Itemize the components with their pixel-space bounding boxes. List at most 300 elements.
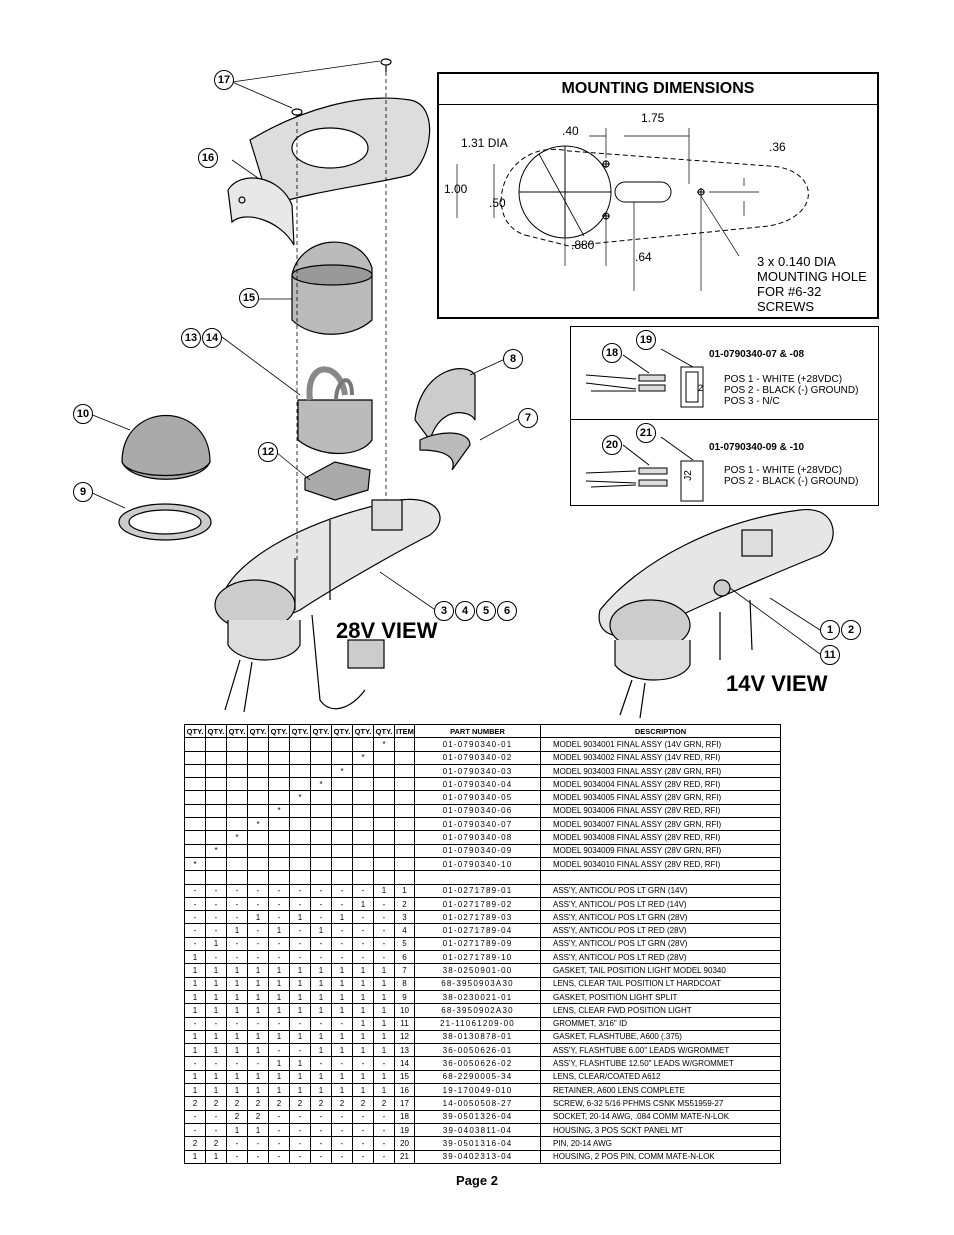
qty-cell	[332, 791, 353, 804]
part-number-cell: 01-0790340-04	[415, 778, 541, 791]
qty-cell: -	[269, 1137, 290, 1150]
qty-cell	[353, 738, 374, 751]
table-row	[185, 764, 781, 777]
socket-housing-drawing	[581, 337, 721, 417]
description-cell: MODEL 9034004 FINAL ASSY (28V RED, RFI)	[541, 778, 781, 791]
qty-cell: 1	[206, 964, 227, 977]
qty-cell	[374, 751, 395, 764]
qty-cell: -	[311, 1123, 332, 1136]
socket-pin-label: 2	[698, 383, 704, 393]
qty-cell: 1	[353, 990, 374, 1003]
qty-cell: -	[353, 1057, 374, 1070]
callout-14: 14	[202, 328, 222, 348]
qty-cell: 1	[374, 1030, 395, 1043]
part-number-cell: 01-0271789-09	[415, 937, 541, 950]
qty-cell: 1	[353, 1004, 374, 1017]
qty-cell: 1	[311, 990, 332, 1003]
description-cell: MODEL 9034007 FINAL ASSY (28V GRN, RFI)	[541, 818, 781, 831]
qty-cell: -	[290, 884, 311, 897]
qty-cell: 2	[206, 1137, 227, 1150]
item-cell: 21	[395, 1150, 415, 1163]
qty-cell: 2	[227, 1110, 248, 1123]
hole-note-line-1: 3 x 0.140 DIA	[757, 254, 836, 269]
qty-cell: 1	[206, 1084, 227, 1097]
qty-cell	[290, 778, 311, 791]
part-number-cell: 39-0501326-04	[415, 1110, 541, 1123]
qty-cell: -	[248, 1137, 269, 1150]
qty-cell: -	[185, 884, 206, 897]
qty-cell: 1	[290, 964, 311, 977]
table-row	[185, 1084, 781, 1097]
table-row	[185, 831, 781, 844]
item-cell	[395, 764, 415, 777]
qty-cell	[290, 738, 311, 751]
item-cell	[395, 738, 415, 751]
qty-cell: 2	[248, 1097, 269, 1110]
qty-cell	[332, 844, 353, 857]
qty-cell: -	[269, 951, 290, 964]
qty-cell	[185, 818, 206, 831]
table-row	[185, 1057, 781, 1070]
qty-cell	[185, 831, 206, 844]
qty-cell	[311, 764, 332, 777]
qty-cell	[227, 751, 248, 764]
description-cell: MODEL 9034002 FINAL ASSY (14V RED, RFI)	[541, 751, 781, 764]
qty-cell: -	[269, 1150, 290, 1163]
view-label-14v: 14V VIEW	[726, 671, 828, 696]
connector-section-09-10	[571, 420, 878, 506]
description-cell: ASS'Y, FLASHTUBE 12.50" LEADS W/GROMMET	[541, 1057, 781, 1070]
qty-cell: 1	[311, 1030, 332, 1043]
qty-cell: -	[290, 1150, 311, 1163]
qty-cell: -	[206, 1123, 227, 1136]
qty-cell: 1	[227, 1084, 248, 1097]
column-header: DESCRIPTION	[541, 725, 781, 738]
pin-housing-drawing	[581, 425, 721, 505]
item-cell: 15	[395, 1070, 415, 1083]
qty-cell	[269, 831, 290, 844]
item-cell: 12	[395, 1030, 415, 1043]
qty-cell	[185, 751, 206, 764]
hole-note-line-3: FOR #6-32	[757, 284, 822, 299]
qty-cell: -	[353, 1123, 374, 1136]
table-row	[185, 911, 781, 924]
callout-17: 17	[214, 70, 234, 90]
qty-cell: 1	[269, 990, 290, 1003]
column-header: QTY.	[290, 725, 311, 738]
qty-cell: 1	[248, 1030, 269, 1043]
table-row	[185, 778, 781, 791]
qty-cell: -	[206, 897, 227, 910]
qty-cell: -	[374, 1110, 395, 1123]
item-cell	[395, 844, 415, 857]
qty-cell: 1	[290, 1084, 311, 1097]
flashtube-gasket-item-12	[305, 462, 370, 500]
qty-cell: -	[374, 951, 395, 964]
qty-cell: 1	[206, 1070, 227, 1083]
view-label-28v: 28V VIEW	[336, 618, 438, 643]
qty-cell: 2	[269, 1097, 290, 1110]
qty-cell	[206, 751, 227, 764]
table-header-row	[185, 725, 781, 738]
qty-cell: -	[353, 1150, 374, 1163]
qty-cell: -	[353, 1110, 374, 1123]
qty-cell	[353, 804, 374, 817]
qty-cell: 1	[185, 1004, 206, 1017]
callout-21: 21	[636, 423, 656, 443]
part-number-cell: 38-0250901-00	[415, 964, 541, 977]
part-number-cell: 01-0271789-02	[415, 897, 541, 910]
part-number-cell: 39-0501316-04	[415, 1137, 541, 1150]
item-cell	[395, 751, 415, 764]
qty-cell	[185, 791, 206, 804]
qty-cell: 1	[311, 924, 332, 937]
item-cell: 10	[395, 1004, 415, 1017]
qty-cell	[290, 857, 311, 870]
qty-cell: -	[311, 937, 332, 950]
callout-15: 15	[239, 288, 259, 308]
part-number-cell: 01-0790340-02	[415, 751, 541, 764]
qty-cell: 1	[290, 990, 311, 1003]
qty-cell	[206, 778, 227, 791]
table-row	[185, 951, 781, 964]
description-cell: ASS'Y, ANTICOL/ POS LT GRN (28V)	[541, 937, 781, 950]
qty-cell	[185, 764, 206, 777]
qty-cell	[332, 831, 353, 844]
qty-cell	[374, 818, 395, 831]
qty-cell	[206, 738, 227, 751]
table-row	[185, 964, 781, 977]
table-row	[185, 990, 781, 1003]
description-cell	[541, 871, 781, 884]
qty-cell	[248, 871, 269, 884]
description-cell: GASKET, FLASHTUBE, A600 (.375)	[541, 1030, 781, 1043]
table-row	[185, 937, 781, 950]
description-cell: LENS, CLEAR FWD POSITION LIGHT	[541, 1004, 781, 1017]
qty-cell: -	[227, 1017, 248, 1030]
qty-cell: -	[374, 1123, 395, 1136]
part-number-cell: 14-0050508-27	[415, 1097, 541, 1110]
qty-cell: -	[332, 1150, 353, 1163]
qty-cell	[248, 831, 269, 844]
item-cell: 1	[395, 884, 415, 897]
qty-cell: 2	[353, 1097, 374, 1110]
qty-cell	[248, 844, 269, 857]
qty-cell: -	[311, 1137, 332, 1150]
qty-cell: 1	[290, 1057, 311, 1070]
item-cell	[395, 857, 415, 870]
description-cell: ASS'Y, ANTICOL/ POS LT GRN (14V)	[541, 884, 781, 897]
qty-cell	[290, 831, 311, 844]
qty-cell: 1	[227, 1123, 248, 1136]
lens-item-15	[292, 242, 372, 334]
qty-cell	[227, 857, 248, 870]
qty-cell	[290, 751, 311, 764]
qty-cell: 1	[332, 990, 353, 1003]
qty-cell: 1	[374, 1084, 395, 1097]
qty-cell: -	[332, 951, 353, 964]
connector-section-07-08	[571, 327, 878, 420]
table-row	[185, 884, 781, 897]
hole-note-line-4: SCREWS	[757, 299, 815, 314]
qty-cell: -	[185, 1123, 206, 1136]
qty-cell: -	[206, 1017, 227, 1030]
qty-cell: 1	[248, 911, 269, 924]
qty-cell: 1	[311, 1070, 332, 1083]
callout-20: 20	[602, 435, 622, 455]
qty-cell: *	[227, 831, 248, 844]
table-row	[185, 1017, 781, 1030]
qty-cell: 1	[248, 977, 269, 990]
qty-cell: -	[290, 1110, 311, 1123]
part-number-cell: 01-0790340-10	[415, 857, 541, 870]
dim-0-50: .50	[489, 196, 506, 210]
qty-cell	[332, 778, 353, 791]
qty-cell: -	[206, 911, 227, 924]
table-row	[185, 977, 781, 990]
table-row	[185, 844, 781, 857]
qty-cell: 1	[227, 1030, 248, 1043]
item-cell: 19	[395, 1123, 415, 1136]
qty-cell: -	[227, 951, 248, 964]
connector-detail-panel	[570, 326, 879, 506]
qty-cell	[248, 804, 269, 817]
dim-0-36: .36	[769, 140, 786, 154]
qty-cell: 1	[353, 1017, 374, 1030]
mounting-dimensions-panel	[437, 72, 879, 319]
qty-cell	[248, 778, 269, 791]
qty-cell	[206, 831, 227, 844]
qty-cell: -	[248, 1017, 269, 1030]
qty-cell	[353, 871, 374, 884]
qty-cell	[332, 804, 353, 817]
qty-cell: *	[353, 751, 374, 764]
qty-cell: 1	[353, 1030, 374, 1043]
table-row	[185, 871, 781, 884]
column-header: PART NUMBER	[415, 725, 541, 738]
qty-cell: *	[269, 804, 290, 817]
qty-cell: 1	[353, 1044, 374, 1057]
qty-cell: 1	[290, 977, 311, 990]
item-cell: 3	[395, 911, 415, 924]
qty-cell	[332, 818, 353, 831]
part-number-cell: 68-3950902A30	[415, 1004, 541, 1017]
qty-cell: 1	[332, 1084, 353, 1097]
qty-cell: 1	[269, 977, 290, 990]
qty-cell: 1	[290, 911, 311, 924]
qty-cell: -	[227, 911, 248, 924]
item-cell: 2	[395, 897, 415, 910]
qty-cell: *	[185, 857, 206, 870]
flashtube-item-13-14	[298, 369, 372, 453]
description-cell: RETAINER, A600 LENS COMPLETE	[541, 1084, 781, 1097]
qty-cell: *	[290, 791, 311, 804]
qty-cell: -	[227, 897, 248, 910]
qty-cell: 1	[290, 1030, 311, 1043]
qty-cell	[290, 871, 311, 884]
qty-cell	[185, 844, 206, 857]
description-cell: MODEL 9034003 FINAL ASSY (28V GRN, RFI)	[541, 764, 781, 777]
qty-cell: -	[353, 951, 374, 964]
item-cell: 7	[395, 964, 415, 977]
qty-cell: -	[311, 951, 332, 964]
column-header: QTY.	[353, 725, 374, 738]
qty-cell: -	[248, 1150, 269, 1163]
qty-cell: 1	[269, 1084, 290, 1097]
item-cell	[395, 818, 415, 831]
qty-cell: 1	[374, 1017, 395, 1030]
table-row	[185, 1030, 781, 1043]
table-row	[185, 857, 781, 870]
qty-cell	[206, 818, 227, 831]
description-cell: MODEL 9034006 FINAL ASSY (28V RED, RFI)	[541, 804, 781, 817]
qty-cell: -	[248, 884, 269, 897]
qty-cell	[374, 804, 395, 817]
qty-cell	[332, 857, 353, 870]
description-cell: ASS'Y, FLASHTUBE 6.00" LEADS W/GROMMET	[541, 1044, 781, 1057]
qty-cell	[374, 764, 395, 777]
qty-cell: 1	[206, 1004, 227, 1017]
part-number-cell: 38-0230021-01	[415, 990, 541, 1003]
qty-cell: 1	[248, 1004, 269, 1017]
qty-cell: -	[374, 1137, 395, 1150]
callout-10: 10	[73, 404, 93, 424]
qty-cell: 1	[206, 937, 227, 950]
qty-cell	[332, 871, 353, 884]
qty-cell	[185, 804, 206, 817]
qty-cell: 1	[269, 964, 290, 977]
part-number-cell: 01-0790340-08	[415, 831, 541, 844]
qty-cell: 1	[248, 1123, 269, 1136]
qty-cell: 1	[185, 1044, 206, 1057]
qty-cell	[206, 871, 227, 884]
tail-lens-item-8	[415, 369, 475, 440]
qty-cell: -	[332, 937, 353, 950]
qty-cell: 1	[332, 1004, 353, 1017]
qty-cell	[311, 871, 332, 884]
part-number-cell: 39-0402313-04	[415, 1150, 541, 1163]
qty-cell: 1	[332, 1044, 353, 1057]
qty-cell: -	[227, 1150, 248, 1163]
qty-cell	[269, 871, 290, 884]
part-number-cell: 01-0790340-09	[415, 844, 541, 857]
qty-cell: -	[185, 924, 206, 937]
qty-cell: 2	[332, 1097, 353, 1110]
qty-cell: 1	[227, 964, 248, 977]
qty-cell	[269, 764, 290, 777]
qty-cell: 2	[248, 1110, 269, 1123]
qty-cell: 1	[332, 1030, 353, 1043]
qty-cell: *	[332, 764, 353, 777]
qty-cell: 1	[206, 990, 227, 1003]
part-number-cell: 36-0050626-02	[415, 1057, 541, 1070]
dome-lens-item-10	[122, 416, 210, 480]
dim-0-64: .64	[635, 250, 652, 264]
qty-cell: -	[290, 1044, 311, 1057]
qty-cell: 2	[185, 1137, 206, 1150]
qty-cell: -	[269, 897, 290, 910]
connector-title-09-10: 01-0790340-09 & -10	[709, 442, 805, 453]
item-cell: 20	[395, 1137, 415, 1150]
qty-cell	[248, 738, 269, 751]
qty-cell: -	[185, 1057, 206, 1070]
part-number-cell: 01-0790340-07	[415, 818, 541, 831]
item-cell: 6	[395, 951, 415, 964]
part-number-cell	[415, 871, 541, 884]
description-cell: MODEL 9034008 FINAL ASSY (28V RED, RFI)	[541, 831, 781, 844]
part-number-cell: 01-0790340-06	[415, 804, 541, 817]
table-row	[185, 1137, 781, 1150]
qty-cell	[269, 751, 290, 764]
dim-1-75: 1.75	[641, 111, 665, 125]
callout-19: 19	[636, 330, 656, 350]
qty-cell: -	[332, 884, 353, 897]
qty-cell: 1	[248, 990, 269, 1003]
part-number-cell: 01-0271789-01	[415, 884, 541, 897]
qty-cell	[269, 791, 290, 804]
qty-cell: 1	[290, 1004, 311, 1017]
qty-cell: 1	[248, 1070, 269, 1083]
hole-note-line-2: MOUNTING HOLE	[757, 269, 867, 284]
qty-cell	[353, 818, 374, 831]
item-cell	[395, 804, 415, 817]
table-row	[185, 1123, 781, 1136]
description-cell: MODEL 9034001 FINAL ASSY (14V GRN, RFI)	[541, 738, 781, 751]
part-number-cell: 01-0790340-01	[415, 738, 541, 751]
qty-cell: 1	[227, 990, 248, 1003]
qty-cell	[227, 804, 248, 817]
description-cell: SOCKET, 20-14 AWG, .084 COMM MATE-N-LOK	[541, 1110, 781, 1123]
qty-cell: -	[290, 1137, 311, 1150]
qty-cell: -	[185, 1017, 206, 1030]
qty-cell: -	[290, 1017, 311, 1030]
part-number-cell: 01-0790340-03	[415, 764, 541, 777]
qty-cell	[248, 764, 269, 777]
qty-cell: 1	[353, 1084, 374, 1097]
description-cell: GASKET, POSITION LIGHT SPLIT	[541, 990, 781, 1003]
column-header: QTY.	[374, 725, 395, 738]
callout-3: 3	[434, 601, 454, 621]
column-header: QTY.	[206, 725, 227, 738]
callout-11: 11	[820, 645, 840, 665]
qty-cell: -	[185, 897, 206, 910]
qty-cell: 1	[269, 1030, 290, 1043]
screw-item-17-b	[381, 59, 391, 72]
qty-cell: -	[269, 1017, 290, 1030]
table-row	[185, 1150, 781, 1163]
qty-cell: 1	[269, 924, 290, 937]
part-number-cell: 38-0130878-01	[415, 1030, 541, 1043]
qty-cell	[311, 791, 332, 804]
qty-cell	[227, 844, 248, 857]
part-number-cell: 01-0790340-05	[415, 791, 541, 804]
description-cell: MODEL 9034009 FINAL ASSY (28V GRN, RFI)	[541, 844, 781, 857]
qty-cell: -	[248, 1057, 269, 1070]
table-row	[185, 924, 781, 937]
qty-cell: 2	[311, 1097, 332, 1110]
qty-cell: 1	[353, 964, 374, 977]
qty-cell: -	[185, 937, 206, 950]
qty-cell	[332, 738, 353, 751]
qty-cell: -	[227, 1057, 248, 1070]
item-cell: 4	[395, 924, 415, 937]
dim-0-880: .880	[571, 238, 595, 252]
gasket-ring-item-9	[119, 504, 211, 540]
qty-cell: -	[185, 1110, 206, 1123]
qty-cell: 1	[311, 1044, 332, 1057]
qty-cell	[353, 764, 374, 777]
qty-cell: -	[269, 911, 290, 924]
